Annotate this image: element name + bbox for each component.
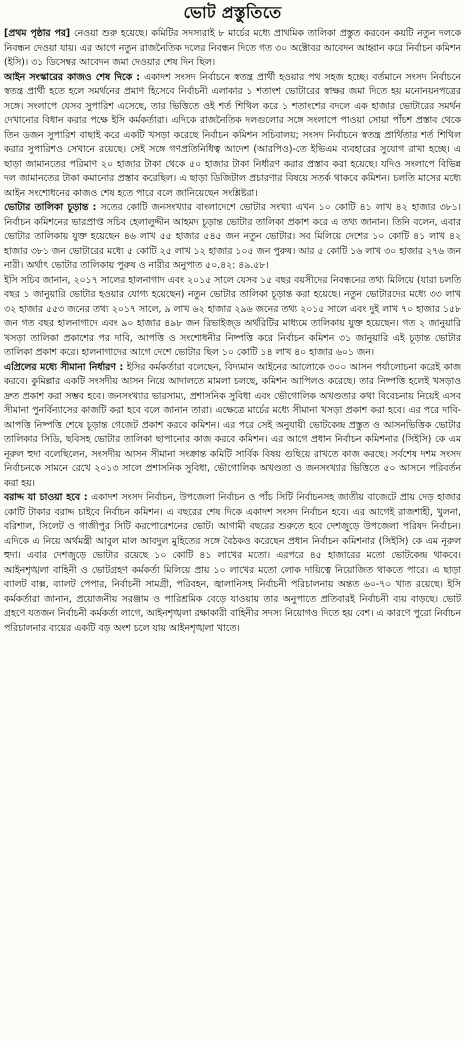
paragraph-boundary xyxy=(4,361,461,492)
paragraph-ec-secretary xyxy=(4,274,461,361)
paragraph-voter-list xyxy=(4,201,461,274)
subheading-law-reform: আইন সংস্কারের কাজও শেষ দিকে : xyxy=(4,71,141,83)
subheading-boundary: এপ্রিলের মধ্যে সীমানা নির্ধারণ : xyxy=(4,361,124,373)
continuation-marker: [প্রথম পৃষ্ঠার পর] xyxy=(4,28,71,39)
subheading-voter-list: ভোটার তালিকা চূড়ান্ত : xyxy=(4,202,97,213)
paragraph-text: একাদশ সংসদ নির্বাচনে স্বতন্ত্র প্রার্থী হওয়ার পথ সহজ হচ্ছে। বর্তমানে সংসদ নির্বাচনে স্বতন্ত্র প্রার্থী হতে হলে সমর্থনের প্রমাণ হিসেবে নির্বাচনী এলাকার ১ শতাংশ ভোটারের স্বাক্ষর জমা দিতে হয় মনোনয়নপত্রের সঙ্গে। সংলাপে যেসব সুপারিশ এসেছে, তার ভিত্তিতে ওই শর্ত শিথিল করে ১ শতাংশের বদলে এক হাজার ভোটারের সমর্থন দেখানোর বিধান করার পক্ষে ইসি কর্মকর্তারা। এদিকে রাজনৈতিক দলগুলোর সঙ্গে সংলাপে পাওয়া সোয়া পাঁচশ প্রস্তাব থেকে তিন ডজন সুপারিশ বাছাই করে একটি খসড়া করেছে নির্বাচন কমিশন সচিবালয়; সংসদ নির্বাচনে স্বতন্ত্র প্রার্থিতার শর্ত শিথিল করার সুপারিশও সেখানে রয়েছে। সেই সঙ্গে গণপ্রতিনিধিত্ব আদেশ (আরপিও)-তে ইভিএম ব্যবহারের সুযোগ রাখা হচ্ছে। এ ছাড়া জামানতের পরিমাণ ২০ হাজার টাকা থেকে ৫০ হাজার টাকা নির্ধারণ করার প্রস্তাব করা হয়েছে। যদিও সংলাপে বিভিন্ন দল জামানতের টাকা কমানোর প্রস্তাব করেছিল। এ ছাড়া ডিজিটাল প্রচারণার বিষয়ে সতর্ক থাকবে কমিশন। চলতি মাসের মধ্যে আইন সংশোধনের কাজও শেষ হতে পারে বলে জানিয়েছেন সংশ্লিষ্টরা। xyxy=(4,71,461,199)
paragraph-text: একাদশ সংসদ নির্বাচন, উপজেলা নির্বাচন ও পাঁচ সিটি নির্বাচনসহ জাতীয় বাজেটে প্রায় দেড় হাজার কোটি টাকার বরাদ্দ চাইবে নির্বাচন কমিশন। এ বছরের শেষ দিকে একাদশ সংসদ নির্বাচন হবে। এর আগেই রাজশাহী, খুলনা, বরিশাল, সিলেট ও গাজীপুর সিটি করপোরেশনের ভোট। আগামী বছরের শুরুতে হবে দেশজুড়ে উপজেলা পরিষদ নির্বাচন। এদিকে এ নিয়ে অর্থমন্ত্রী আবুল মাল আবদুল মুহিতের সঙ্গে বৈঠকও করেছেন প্রধান নির্বাচন কমিশনার (সিইসি) কে এম নূরুল হুদা। এবার দেশজুড়ে ভোটার রয়েছে ১০ কোটি ৪১ লাখের মতো। এরপরে ৪৫ হাজারের মতো ভোটকেন্দ্র থাকবে। আইনশৃঙ্খলা বাহিনী ও ভোটগ্রহণ কর্মকর্তা মিলিয়ে প্রায় ১০ লাখের মতো লোক দায়িত্বে নিয়োজিত থাকতে পারে। এ ছাড়া ব্যালট বাক্স, ব্যালট পেপার, নির্বাচনী সামগ্রী, পরিবহন, জ্বালানিসহ নির্বাচনী পরিচালনায় অন্তত ৬০-৭০ খাত রয়েছে। ইসি কর্মকর্তারা জানান, প্রয়োজনীয় সরঞ্জাম ও পারিশ্রমিক বেড়ে যাওয়ায় তার অনুপাতে প্রতিবারই নির্বাচনী ব্যয় বাড়ছে। ভোট গ্রহণে যতজন নির্বাচনী কর্মকর্তা লাগে, আইনশৃঙ্খলা রক্ষাকারী বাহিনীর সদস্য নিয়োগও দিতে হয় বেশ। এ কারণে পুরো নির্বাচন পরিচালনার ব্যয়ের একটি বড় অংশ চলে যায় আইনশৃঙ্খলা খাতে। xyxy=(4,492,461,634)
paragraph-text: ইসি সচিব জানান, ২০১৭ সালের হালনাগাদ এবং ২০১৫ সালে যেসব ১৫ বছর বয়সীদের নিবন্ধনের তথ্য মিলিয়ে (যারা চলতি বছর ১ জানুয়ারি ভোটার হওয়ার যোগ্য হয়েছেন) নতুন ভোটার তালিকা চূড়ান্ত করা হয়েছে। নতুন ভোটারদের মধ্যে ৩৩ লাখ ৩২ হাজার ৫৫৩ জনের তথ্য ২০১৭ সালে, ৯ লাখ ৬২ হাজার ২৯৬ জনের তথ্য ২০১৫ সালে এবং দুই লাখ ৭০ হাজার ১৫৮ জন গত বছর হালনাগাদে এবং ৯০ হাজার ৪৯৮ জন রিভাইজ্ড অর্থরিটির মাধ্যমে তালিকায় যুক্ত হয়েছেন। গত ২ জানুয়ারি খসড়া তালিকা প্রকাশের পর দাবি, আপত্তি ও সংশোধনীর নিষ্পত্তি করে নির্বাচন কমিশন ৩১ জানুয়ারি এই চূড়ান্ত ভোটার তালিকা প্রকাশ করে। হালনাগাদের আগে দেশে ভোটার ছিল ১০ কোটি ১৪ লাখ ৪০ হাজার ৬০১ জন। xyxy=(4,274,461,358)
subheading-budget: বরাদ্দ যা চাওয়া হবে : xyxy=(4,492,88,503)
paragraph-continuation xyxy=(4,27,461,71)
article-headline: ভোট প্রস্তুতিতে xyxy=(183,3,282,22)
paragraph-budget xyxy=(4,491,461,636)
paragraph-text: নেওয়া শুরু হয়েছে। কমিটির সদস্যরাই ৮ মার্চের মধ্যে প্রাথমিক তালিকা প্রস্তুত করবেন কয়টি নতুন দলকে নিবন্ধন দেওয়া যায়। এর আগে নতুন রাজনৈতিক দলের নিবন্ধন দিতে গত ৩০ অক্টোবর আবেদন আহ্বান করে নির্বাচন কমিশন (ইসি)। ৩১ ডিসেম্বর আবেদন জমা দেওয়ার শেষ দিন ছিল। xyxy=(4,28,461,68)
paragraph-text: সতের কোটি জনসংখ্যার বাংলাদেশে ভোটার সংখ্যা এখন ১০ কোটি ৪১ লাখ ৪২ হাজার ৩৮১। নির্বাচন কমিশনের ভারপ্রাপ্ত সচিব হেলালুদ্দীন আহমদ চূড়ান্ত ভোটার তালিকা প্রকাশ করে এ তথ্য জানান। তিনি বলেন, এবার ভোটার তালিকায় যুক্ত হয়েছেন ৪৬ লাখ ৫৫ হাজার ৫৪৫ জন নতুন ভোটার। সব মিলিয়ে দেশের ১০ কোটি ৪১ লাখ ৪২ হাজার ৩৮১ জন ভোটারের মধ্যে ৫ কোটি ২৫ লাখ ১২ হাজার ১০৫ জন পুরুষ। আর ৫ কোটি ১৬ লাখ ৩০ হাজার ২৭৬ জন নারী। অর্থাৎ ভোটার তালিকায় পুরুষ ও নারীর অনুপাত ৫০.৪২: ৪৯.৫৮। xyxy=(4,202,461,271)
paragraph-law-reform xyxy=(4,71,461,202)
paragraph-text: ইসির কর্মকর্তারা বলেছেন, বিদ্যমান আইনের আলোকে ৩০০ আসন পর্যালোচনা করেই কাজ করবে। কুমিল্লার একটি সংসদীয় আসন নিয়ে আদালতে মামলা চলছে, কমিশন আপিলও করেছে। তার নিষ্পত্তি হলেই খসড়াও দ্রুত প্রকাশ করা সম্ভব হবে। জনসংখ্যার ভারসাম্য, প্রশাসনিক সুবিধা এবং ভৌগোলিক অখণ্ডতার কথা বিবেচনায় নিয়েই এসব সীমানা পুনর্বিন্যাসের কাজটি করা হবে বলে জানান তারা। এক্ষেত্রে মার্চের মধ্যে সীমানা খসড়া প্রকাশ করা হবে। এর পরে দাবি-আপত্তি নিষ্পত্তি শেষে চূড়ান্ত গেজেট প্রকাশ করবে কমিশন। এর পরে সেই অনুযায়ী ভোটকেন্দ্র প্রস্তুত ও আসনভিত্তিক ভোটার তালিকার সিডি, ছবিসহ ভোটার তালিকা ছাপানোর কাজ করবে কমিশন। এর আগে প্রধান নির্বাচন কমিশনার (সিইসি) কে এম নূরুল হুদা বলেছিলেন, সংসদীয় আসন সীমানা সংক্রান্ত কমিটি সার্বিক বিষয় গুছিয়ে রাখতে কাজ করছে। সর্বশেষ দশম সংসদ নির্বাচনকে সামনে রেখে ২০১৩ সালে প্রশাসনিক সুবিধা, ভৌগোলিক অখণ্ডতা ও জনসংখ্যার ভিত্তিতে ৫০ আসনে পরিবর্তন করা হয়। xyxy=(4,361,461,489)
